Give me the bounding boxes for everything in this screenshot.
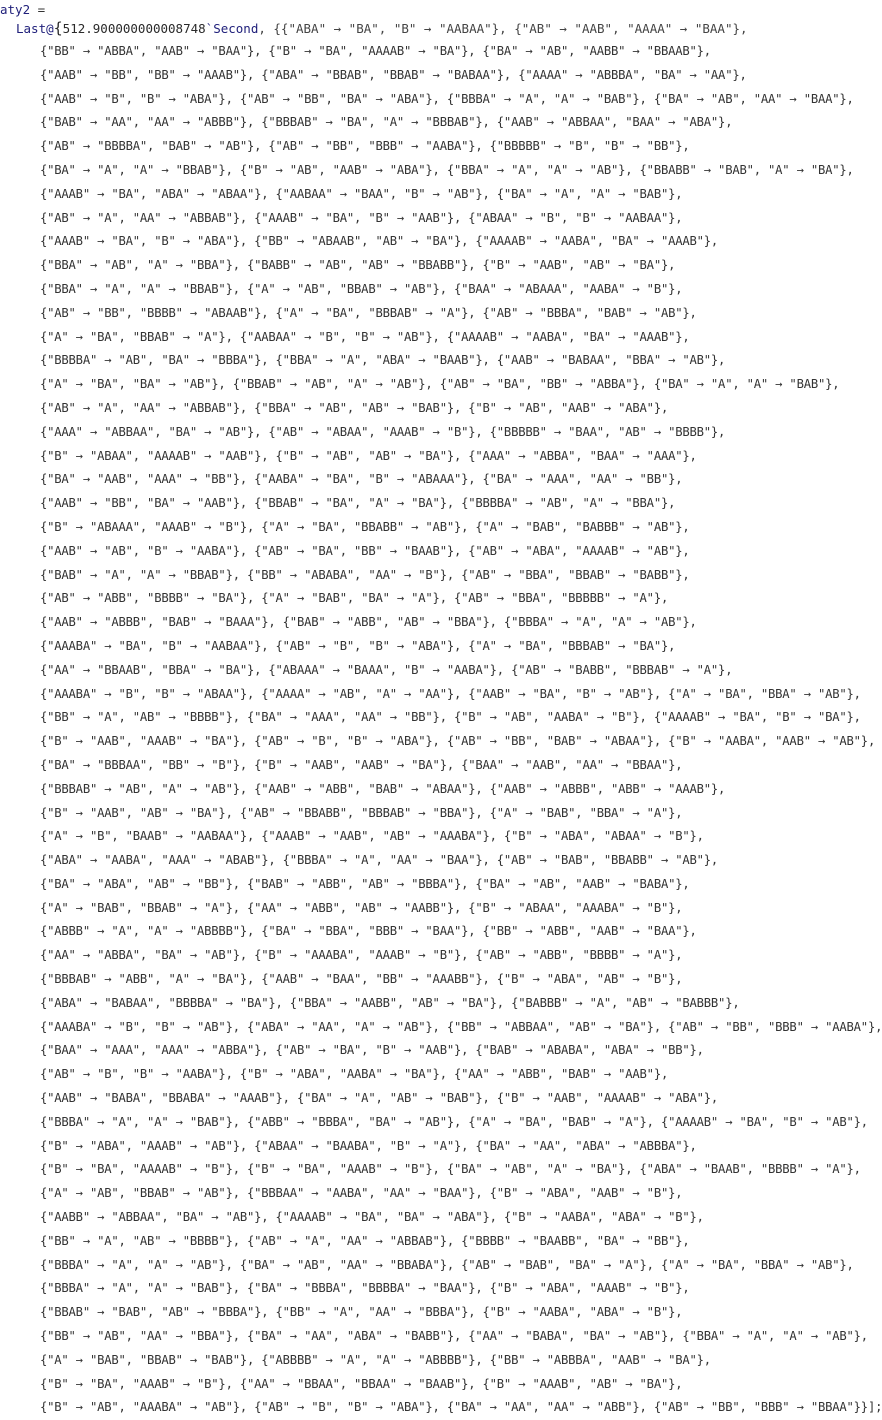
- rule-line: {"BBBAB" → "ABB", "A" → "BA"}, {"AAB" → "BAA", "BB" → "AAABB"}, {"B" → "ABA", "AB" → "B"},: [40, 972, 683, 987]
- rule-line: {"BAB" → "AA", "AA" → "ABBB"}, {"BBBAB" → "BA", "A" → "BBBAB"}, {"AAB" → "ABBAA", "BAA" → "ABA"},: [40, 115, 733, 130]
- rule-line: {"A" → "BAB", "BBAB" → "BAB"}, {"ABBBB" → "A", "A" → "ABBBB"}, {"BB" → "ABBBA", "AAB" → "BA"},: [40, 1352, 711, 1367]
- rule-line: {"A" → "B", "BAAB" → "AABAA"}, {"AAAB" → "AAB", "AB" → "AAABA"}, {"B" → "ABA", "ABAA" → "B"},: [40, 829, 704, 844]
- rule-line: {"AAAB" → "BA", "B" → "ABA"}, {"BB" → "ABAAB", "AB" → "BA"}, {"AAAAB" → "AABA", "BA" → "AAAB"},: [40, 234, 719, 249]
- rule-line: {"B" → "BA", "AAAB" → "B"}, {"AA" → "BBAA", "BBAA" → "BAAB"}, {"B" → "AAAB", "AB" → "BA"},: [40, 1376, 683, 1391]
- rule-line: {"BBA" → "AB", "A" → "BBA"}, {"BABB" → "AB", "AB" → "BBABB"}, {"B" → "AAB", "AB" → "BA"},: [40, 258, 676, 273]
- rule-line: {"B" → "ABAAA", "AAAB" → "B"}, {"A" → "BA", "BBABB" → "AB"}, {"A" → "BAB", "BABBB" → "AB"},: [40, 519, 690, 534]
- expression-head-line: [16, 17, 748, 40]
- rule-line: {"AAB" → "ABBB", "BAB" → "BAAA"}, {"BAB" → "ABB", "AB" → "BBA"}, {"BBBA" → "A", "A" → "AB"},: [40, 615, 697, 630]
- rule-line: {"AB" → "BB", "BBBB" → "ABAAB"}, {"A" → "BA", "BBBAB" → "A"}, {"AB" → "BBBA", "BAB" → "AB"},: [40, 305, 697, 320]
- rule-line: {"AAB" → "B", "B" → "ABA"}, {"AB" → "BB", "BA" → "ABA"}, {"BBBA" → "A", "A" → "BAB"}, {"BA" → "AB", "AA" → "BAA"},: [40, 91, 854, 106]
- rule-line: {"BA" → "ABA", "AB" → "BB"}, {"BAB" → "ABB", "AB" → "BBBA"}, {"BA" → "AB", "AAB" → "BABA"},: [40, 876, 690, 891]
- rule-list: [40, 40, 882, 1420]
- function-name[interactable]: Last@: [16, 21, 54, 36]
- rule-line: {"AAB" → "BABA", "BBABA" → "AAAB"}, {"BA" → "A", "AB" → "BAB"}, {"B" → "AAB", "AAAAB" → "ABA"},: [40, 1091, 719, 1106]
- rule-line: {"B" → "ABA", "AAAB" → "AB"}, {"ABAA" → "BAABA", "B" → "A"}, {"BA" → "AA", "ABA" → "ABBBA"},: [40, 1138, 697, 1153]
- rule-line: {"AAB" → "AB", "B" → "AABA"}, {"AB" → "BA", "BB" → "BAAB"}, {"AB" → "ABA", "AAAAB" → "AB"},: [40, 543, 690, 558]
- rule-line: {"AB" → "A", "AA" → "ABBAB"}, {"BBA" → "AB", "AB" → "BAB"}, {"B" → "AB", "AAB" → "ABA"},: [40, 400, 669, 415]
- assignment-operator: =: [30, 2, 46, 17]
- rule-line: {"BA" → "AAB", "AAA" → "BB"}, {"AABA" → "BA", "B" → "ABAAA"}, {"BA" → "AAA", "AA" → "BB"},: [40, 472, 683, 487]
- rule-line: {"B" → "AAB", "AAAB" → "BA"}, {"AB" → "B", "B" → "ABA"}, {"AB" → "BB", "BAB" → "ABAA"}, {"B" → "AABA", "AAB" → "AB"},: [40, 734, 876, 749]
- rule-line: {"BB" → "A", "AB" → "BBBB"}, {"BA" → "AAA", "AA" → "BB"}, {"B" → "AB", "AABA" → "B"}, {"AAAAB" → "BA", "B" → "BA"},: [40, 710, 861, 725]
- rule-line: {"AB" → "BBBBA", "BAB" → "AB"}, {"AB" → "BB", "BBB" → "AABA"}, {"BBBBB" → "B", "B" → "BB"},: [40, 139, 690, 154]
- variable-name[interactable]: aty2: [0, 2, 31, 17]
- open-brace: {: [53, 19, 63, 37]
- rule-line: {"ABA" → "BABAA", "BBBBA" → "BA"}, {"BBA" → "AABB", "AB" → "BA"}, {"BABBB" → "A", "AB" → "BABBB"},: [40, 995, 740, 1010]
- rule-line: {"AAABA" → "B", "B" → "ABAA"}, {"AAAA" → "AB", "A" → "AA"}, {"AAB" → "BA", "B" → "AB"}, {"A" → "BA", "BBA" → "AB"},: [40, 686, 861, 701]
- rule-line: {"BBBA" → "A", "A" → "BAB"}, {"ABB" → "BBBA", "BA" → "AB"}, {"A" → "BA", "BAB" → "A"}, {"AAAAB" → "BA", "B" → "AB"},: [40, 1114, 868, 1129]
- rule-line: {"BBBBA" → "AB", "BA" → "BBBA"}, {"BBA" → "A", "ABA" → "BAAB"}, {"AAB" → "BABAA", "BBA" → "AB"},: [40, 353, 726, 368]
- rule-line: {"B" → "AB", "AAABA" → "AB"}, {"AB" → "B", "B" → "ABA"}, {"BA" → "AA", "AA" → "ABB"}, {"AB" → "BB", "BBB" → "BBAA"}}];: [40, 1400, 882, 1415]
- rule-line: {"BAB" → "A", "A" → "BBAB"}, {"BB" → "ABABA", "AA" → "B"}, {"AB" → "BBA", "BBAB" → "BABB"},: [40, 567, 690, 582]
- rule-line: {"B" → "BA", "AAAAB" → "B"}, {"B" → "BA", "AAAB" → "B"}, {"BA" → "AB", "A" → "BA"}, {"ABA" → "BAAB", "BBBB" → "A"},: [40, 1162, 861, 1177]
- rule-line: {"BB" → "ABBA", "AAB" → "BAA"}, {"B" → "BA", "AAAAB" → "BA"}, {"BA" → "AB", "AABB" → "BBAAB"},: [40, 44, 711, 58]
- rule-line: {"BAA" → "AAA", "AAA" → "ABBA"}, {"AB" → "BA", "B" → "AAB"}, {"BAB" → "ABABA", "ABA" → "BB"},: [40, 1043, 704, 1058]
- rule-line: {"BB" → "A", "AB" → "BBBB"}, {"AB" → "A", "AA" → "ABBAB"}, {"BBBB" → "BAABB", "BA" → "BB"},: [40, 1233, 690, 1248]
- rule-line: {"AA" → "BBAAB", "BBA" → "BA"}, {"ABAAA" → "BAAA", "B" → "AABA"}, {"AB" → "BABB", "BBBAB" → "A"},: [40, 662, 733, 677]
- rule-line: {"ABA" → "AABA", "AAA" → "ABAB"}, {"BBBA" → "A", "AA" → "BAA"}, {"AB" → "BAB", "BBABB" → "AB"},: [40, 853, 719, 868]
- rule-line: {"BBA" → "A", "A" → "BBAB"}, {"A" → "AB", "BBAB" → "AB"}, {"BAA" → "ABAAA", "AABA" → "B"},: [40, 281, 683, 296]
- rule-line: {"AA" → "ABBA", "BA" → "AB"}, {"B" → "AAABA", "AAAB" → "B"}, {"AB" → "ABB", "BBBB" → "A"},: [40, 948, 683, 963]
- rule-line: {"BB" → "AB", "AA" → "BBA"}, {"BA" → "AA", "ABA" → "BABB"}, {"AA" → "BABA", "BA" → "AB"}, {"BBA" → "A", "A" → "AB"},: [40, 1329, 868, 1344]
- timing-value: 512.900000000008748: [62, 21, 206, 36]
- timing-unit: `Second: [205, 21, 259, 36]
- rule-line: {"AAABA" → "BA", "B" → "AABAA"}, {"AB" → "B", "B" → "ABA"}, {"A" → "BA", "BBBAB" → "BA"},: [40, 638, 676, 653]
- rule-line: {"B" → "AAB", "AB" → "BA"}, {"AB" → "BBABB", "BBBAB" → "BBA"}, {"A" → "BAB", "BBA" → "A"},: [40, 805, 683, 820]
- rule-line: {"BBBA" → "A", "A" → "BAB"}, {"BA" → "BBBA", "BBBBA" → "BAA"}, {"B" → "ABA", "AAAB" → "B"},: [40, 1281, 690, 1296]
- rule-line: {"BA" → "A", "A" → "BBAB"}, {"B" → "AB", "AAB" → "ABA"}, {"BBA" → "A", "A" → "AB"}, {"BBABB" → "BAB", "A" → "BA"},: [40, 162, 854, 177]
- rule-line: {"A" → "AB", "BBAB" → "AB"}, {"BBBAA" → "AABA", "AA" → "BAA"}, {"B" → "ABA", "AAB" → "B"},: [40, 1186, 683, 1201]
- rule-line: {"AB" → "A", "AA" → "ABBAB"}, {"AAAB" → "BA", "B" → "AAB"}, {"ABAA" → "B", "B" → "AABAA"},: [40, 210, 683, 225]
- rule-line: {"AAAB" → "BA", "ABA" → "ABAA"}, {"AABAA" → "BAA", "B" → "AB"}, {"BA" → "A", "A" → "BAB"},: [40, 186, 683, 201]
- rule-line: {"BBBA" → "A", "A" → "AB"}, {"BA" → "AB", "AA" → "BBABA"}, {"AB" → "BAB", "BA" → "A"}, {"A" → "BA", "BBA" → "AB"},: [40, 1257, 854, 1272]
- rule-line: {"AB" → "B", "B" → "AABA"}, {"B" → "ABA", "AABA" → "BA"}, {"AA" → "ABB", "BAB" → "AAB"},: [40, 1067, 669, 1082]
- rule-line: {"AAA" → "ABBAA", "BA" → "AB"}, {"AB" → "ABAA", "AAAB" → "B"}, {"BBBBB" → "BAA", "AB" → "BBBB"},: [40, 424, 726, 439]
- first-rule-entry: , {{"ABA" → "BA", "B" → "AABAA"}, {"AB" → "AAB", "AAAA" → "BAA"},: [258, 21, 748, 36]
- rule-line: {"AAB" → "BB", "BB" → "AAAB"}, {"ABA" → "BBAB", "BBAB" → "BABAA"}, {"AAAA" → "ABBBA", "BA" → "AA"},: [40, 67, 747, 82]
- rule-line: {"A" → "BA", "BA" → "AB"}, {"BBAB" → "AB", "A" → "AB"}, {"AB" → "BA", "BB" → "ABBA"}, {"BA" → "A", "A" → "BAB"},: [40, 377, 840, 392]
- rule-line: {"B" → "ABAA", "AAAAB" → "AAB"}, {"B" → "AB", "AB" → "BA"}, {"AAA" → "ABBA", "BAA" → "AAA"},: [40, 448, 697, 463]
- rule-line: {"AAABA" → "B", "B" → "AB"}, {"ABA" → "AA", "A" → "AB"}, {"BB" → "ABBAA", "AB" → "BA"}, {"AB" → "BB", "BBB" → "AABA"},: [40, 1019, 882, 1034]
- rule-line: {"ABBB" → "A", "A" → "ABBBB"}, {"BA" → "BBA", "BBB" → "BAA"}, {"BB" → "ABB", "AAB" → "BAA"},: [40, 924, 697, 939]
- rule-line: {"BBAB" → "BAB", "AB" → "BBBA"}, {"BB" → "A", "AA" → "BBBA"}, {"B" → "AABA", "ABA" → "B"},: [40, 1305, 683, 1320]
- rule-line: {"A" → "BAB", "BBAB" → "A"}, {"AA" → "ABB", "AB" → "AABB"}, {"B" → "ABAA", "AAABA" → "B"},: [40, 900, 683, 915]
- rule-line: {"AAB" → "BB", "BA" → "AAB"}, {"BBAB" → "BA", "A" → "BA"}, {"BBBBA" → "AB", "A" → "BBA"},: [40, 496, 676, 511]
- rule-line: {"BA" → "BBBAA", "BB" → "B"}, {"B" → "AAB", "AAB" → "BA"}, {"BAA" → "AAB", "AA" → "BBAA"},: [40, 757, 683, 772]
- rule-line: {"A" → "BA", "BBAB" → "A"}, {"AABAA" → "B", "B" → "AB"}, {"AAAAB" → "AABA", "BA" → "AAAB"},: [40, 329, 690, 344]
- rule-line: {"AB" → "ABB", "BBBB" → "BA"}, {"A" → "BAB", "BA" → "A"}, {"AB" → "BBA", "BBBBB" → "A"},: [40, 591, 669, 606]
- rule-line: {"AABB" → "ABBAA", "BA" → "AB"}, {"AAAAB" → "BA", "BA" → "ABA"}, {"B" → "AABA", "ABA" → "B"},: [40, 1210, 704, 1225]
- rule-line: {"BBBAB" → "AB", "A" → "AB"}, {"AAB" → "ABB", "BAB" → "ABAA"}, {"AAB" → "ABBB", "ABB" → "AAAB"},: [40, 781, 726, 796]
